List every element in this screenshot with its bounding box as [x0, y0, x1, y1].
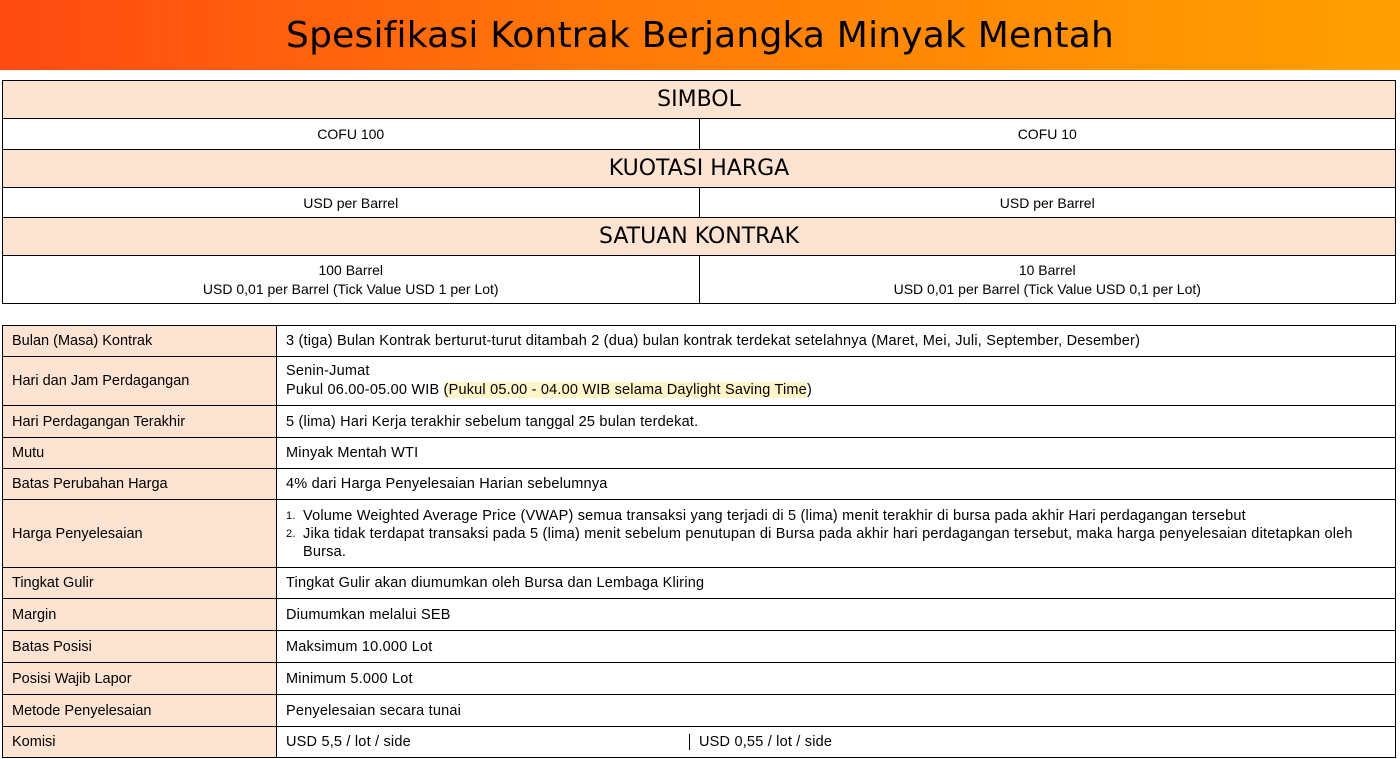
symbol-cofu-100: COFU 100: [3, 119, 700, 150]
table-row: [3, 469, 1396, 500]
spec-value: Diumumkan melalui SEB: [277, 599, 1396, 631]
unit-size: 100 Barrel: [318, 261, 384, 278]
spec-label: Posisi Wajib Lapor: [3, 663, 277, 695]
table-row: [3, 727, 1396, 758]
table-row: [3, 599, 1396, 631]
table-row: [3, 326, 1396, 357]
spec-value: Penyelesaian secara tunai: [277, 695, 1396, 727]
list-text: Volume Weighted Average Price (VWAP) semua transaksi yang terjadi di 5 (lima) menit terakhir di bursa pada akhir Hari perdagangan tersebut: [303, 507, 1246, 524]
contract-unit-cofu-10: [699, 256, 1396, 304]
commission-cofu-100: USD 5,5 / lot / side: [277, 734, 690, 750]
spec-value: Tingkat Gulir akan diumumkan oleh Bursa dan Lembaga Kliring: [277, 568, 1396, 599]
price-quote-cofu-100: USD per Barrel: [3, 188, 700, 218]
spec-value: 5 (lima) Hari Kerja terakhir sebelum tanggal 25 bulan terdekat.: [277, 406, 1396, 438]
contract-unit-cofu-100: [3, 256, 700, 304]
spec-label: Metode Penyelesaian: [3, 695, 277, 727]
spec-value: [277, 500, 1396, 568]
trading-days: Senin-Jumat: [286, 363, 370, 379]
table-row: [3, 663, 1396, 695]
spec-label: Hari Perdagangan Terakhir: [3, 406, 277, 438]
unit-tick: USD 0,01 per Barrel (Tick Value USD 1 per Lot): [202, 280, 499, 297]
unit-tick: USD 0,01 per Barrel (Tick Value USD 0,1 per Lot): [893, 280, 1201, 297]
spec-value: [277, 357, 1396, 406]
dst-close: ): [806, 382, 812, 398]
dst-note-text: (Pukul 05.00 - 04.00 WIB selama Daylight Saving Time: [443, 382, 807, 398]
spec-label: Mutu: [3, 438, 277, 469]
spec-value: Minyak Mentah WTI: [277, 438, 1396, 469]
spec-label: Margin: [3, 599, 277, 631]
trading-hours-text: Pukul 06.00-05.00 WIB: [286, 382, 444, 398]
symbol-header: SIMBOL: [3, 81, 1396, 119]
table-row: [3, 631, 1396, 663]
spec-label: Tingkat Gulir: [3, 568, 277, 599]
title-banner: [0, 0, 1400, 70]
specification-table: [2, 325, 1396, 758]
contract-unit-header: SATUAN KONTRAK: [3, 218, 1396, 256]
table-row: [3, 568, 1396, 599]
contract-summary-table: [2, 80, 1396, 304]
list-number: 2.: [286, 527, 296, 540]
price-quote-header: KUOTASI HARGA: [3, 150, 1396, 188]
price-quote-cofu-10: USD per Barrel: [699, 188, 1396, 218]
spec-label: Hari dan Jam Perdagangan: [3, 357, 277, 406]
unit-size: 10 Barrel: [1018, 261, 1076, 278]
spec-value: [277, 727, 1396, 758]
table-row: [3, 438, 1396, 469]
spec-label: Harga Penyelesaian: [3, 500, 277, 568]
commission-split: [277, 734, 1395, 750]
table-row: [3, 695, 1396, 727]
list-text: Jika tidak terdapat transaksi pada 5 (lima) menit sebelum penutupan di Bursa pada akhir hari perdagangan tersebut, maka harga penyelesaian ditetapkan oleh Bursa.: [303, 525, 1353, 560]
trading-hours: [286, 381, 1386, 400]
spec-value: Minimum 5.000 Lot: [277, 663, 1396, 695]
page-title: Spesifikasi Kontrak Berjangka Minyak Mentah: [286, 14, 1114, 56]
list-item: [286, 507, 1386, 525]
spec-label: Bulan (Masa) Kontrak: [3, 326, 277, 357]
table-row: [3, 500, 1396, 568]
commission-cofu-10: USD 0,55 / lot / side: [699, 734, 833, 750]
spec-value: Maksimum 10.000 Lot: [277, 631, 1396, 663]
list-item: [286, 525, 1386, 561]
spec-value: 4% dari Harga Penyelesaian Harian sebelumnya: [277, 469, 1396, 500]
symbol-cofu-10: COFU 10: [699, 119, 1396, 150]
spec-value: 3 (tiga) Bulan Kontrak berturut-turut ditambah 2 (dua) bulan kontrak terdekat setelahnya (Maret, Mei, Juli, September, Desember): [277, 326, 1396, 357]
table-row: [3, 406, 1396, 438]
table-row: [3, 357, 1396, 406]
spec-label: Komisi: [3, 727, 277, 758]
dst-note: [444, 382, 807, 398]
list-number: 1.: [286, 509, 296, 522]
spec-label: Batas Perubahan Harga: [3, 469, 277, 500]
settlement-list: [286, 507, 1386, 561]
spec-label: Batas Posisi: [3, 631, 277, 663]
